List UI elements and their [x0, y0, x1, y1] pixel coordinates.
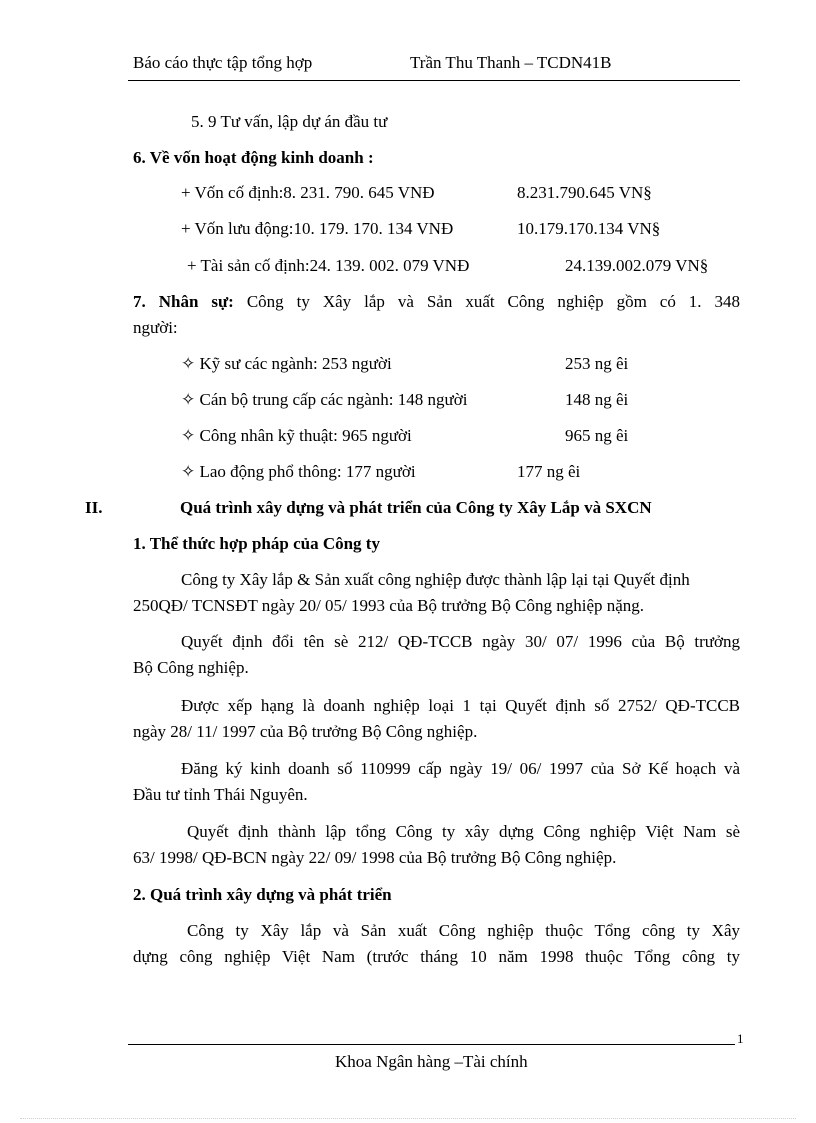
- capital-fixed: + Vốn cố định:8. 231. 790. 645 VNĐ: [181, 183, 435, 202]
- para5-line2: 63/ 1998/ QĐ-BCN ngày 22/ 09/ 1998 của Bộ trưởng Bộ Công nghiệp.: [133, 848, 617, 867]
- footer-text: Khoa Ngân hàng –Tài chính: [335, 1052, 528, 1071]
- subheading-1: 1. Thể thức hợp pháp của Công ty: [133, 534, 380, 553]
- heading-6: 6. Về vốn hoạt động kinh doanh :: [133, 148, 374, 167]
- section-title: Quá trình xây dựng và phát triển của Công ty Xây Lắp và SXCN: [180, 498, 652, 517]
- para6-line1: Công ty Xây lắp và Sản xuất Công nghiệp thuộc Tổng công ty Xây: [187, 921, 740, 940]
- heading-7: [133, 292, 740, 312]
- subheading-2: 2. Quá trình xây dựng và phát triển: [133, 885, 392, 904]
- para4-line2: Đầu tư tỉnh Thái Nguyên.: [133, 785, 308, 804]
- staff-technical: ✧ Công nhân kỹ thuật: 965 người: [181, 426, 412, 445]
- header-right: Trần Thu Thanh – TCDN41B: [410, 53, 612, 72]
- heading-7-label: 7. Nhân sự:: [133, 292, 234, 311]
- para1-line1: Công ty Xây lắp & Sản xuất công nghiệp được thành lập lại tại Quyết định: [181, 570, 690, 589]
- capital-working-alt: 10.179.170.134 VN§: [517, 219, 661, 238]
- staff-general-alt: 177 ng êi: [517, 462, 581, 481]
- para2-line2: Bộ Công nghiệp.: [133, 658, 249, 677]
- para4-line1: Đăng ký kinh doanh số 110999 cấp ngày 19/ 06/ 1997 của Sở Kế hoạch và: [181, 759, 740, 778]
- heading-7-text: Công ty Xây lắp và Sản xuất Công nghiệp gồm có 1. 348: [233, 292, 741, 311]
- page-number: 1: [737, 1031, 744, 1046]
- staff-intermediate-alt: 148 ng êi: [565, 390, 629, 409]
- para6-line2: dựng công nghiệp Việt Nam (trước tháng 10 năm 1998 thuộc Tổng công ty: [133, 947, 740, 966]
- fixed-assets-alt: 24.139.002.079 VN§: [565, 256, 709, 275]
- footer-rule: [128, 1044, 735, 1045]
- item-5-9: 5. 9 Tư vấn, lập dự án đầu tư: [191, 112, 388, 131]
- staff-technical-alt: 965 ng êi: [565, 426, 629, 445]
- staff-engineers: ✧ Kỹ sư các ngành: 253 người: [181, 354, 392, 373]
- para3-line2: ngày 28/ 11/ 1997 của Bộ trưởng Bộ Công nghiệp.: [133, 722, 478, 741]
- section-number: II.: [85, 498, 103, 517]
- staff-general: ✧ Lao động phổ thông: 177 người: [181, 462, 416, 481]
- staff-intermediate: ✧ Cán bộ trung cấp các ngành: 148 người: [181, 390, 468, 409]
- para1-line2: 250QĐ/ TCNSĐT ngày 20/ 05/ 1993 của Bộ trưởng Bộ Công nghiệp nặng.: [133, 596, 645, 615]
- heading-7-cont: người:: [133, 318, 178, 337]
- header-left: Báo cáo thực tập tổng hợp: [133, 53, 313, 72]
- capital-working: + Vốn lưu động:10. 179. 170. 134 VNĐ: [181, 219, 454, 238]
- page-edge-divider: [20, 1118, 796, 1119]
- staff-engineers-alt: 253 ng êi: [565, 354, 629, 373]
- para3-line1: Được xếp hạng là doanh nghiệp loại 1 tại Quyết định số 2752/ QĐ-TCCB: [181, 696, 740, 715]
- para5-line1: Quyết định thành lập tổng Công ty xây dựng Công nghiệp Việt Nam sè: [187, 822, 740, 841]
- para2-line1: Quyết định đổi tên sè 212/ QĐ-TCCB ngày 30/ 07/ 1996 của Bộ trưởng: [181, 632, 740, 651]
- fixed-assets: + Tài sản cố định:24. 139. 002. 079 VNĐ: [187, 256, 470, 275]
- capital-fixed-alt: 8.231.790.645 VN§: [517, 183, 652, 202]
- header-rule: [128, 80, 740, 81]
